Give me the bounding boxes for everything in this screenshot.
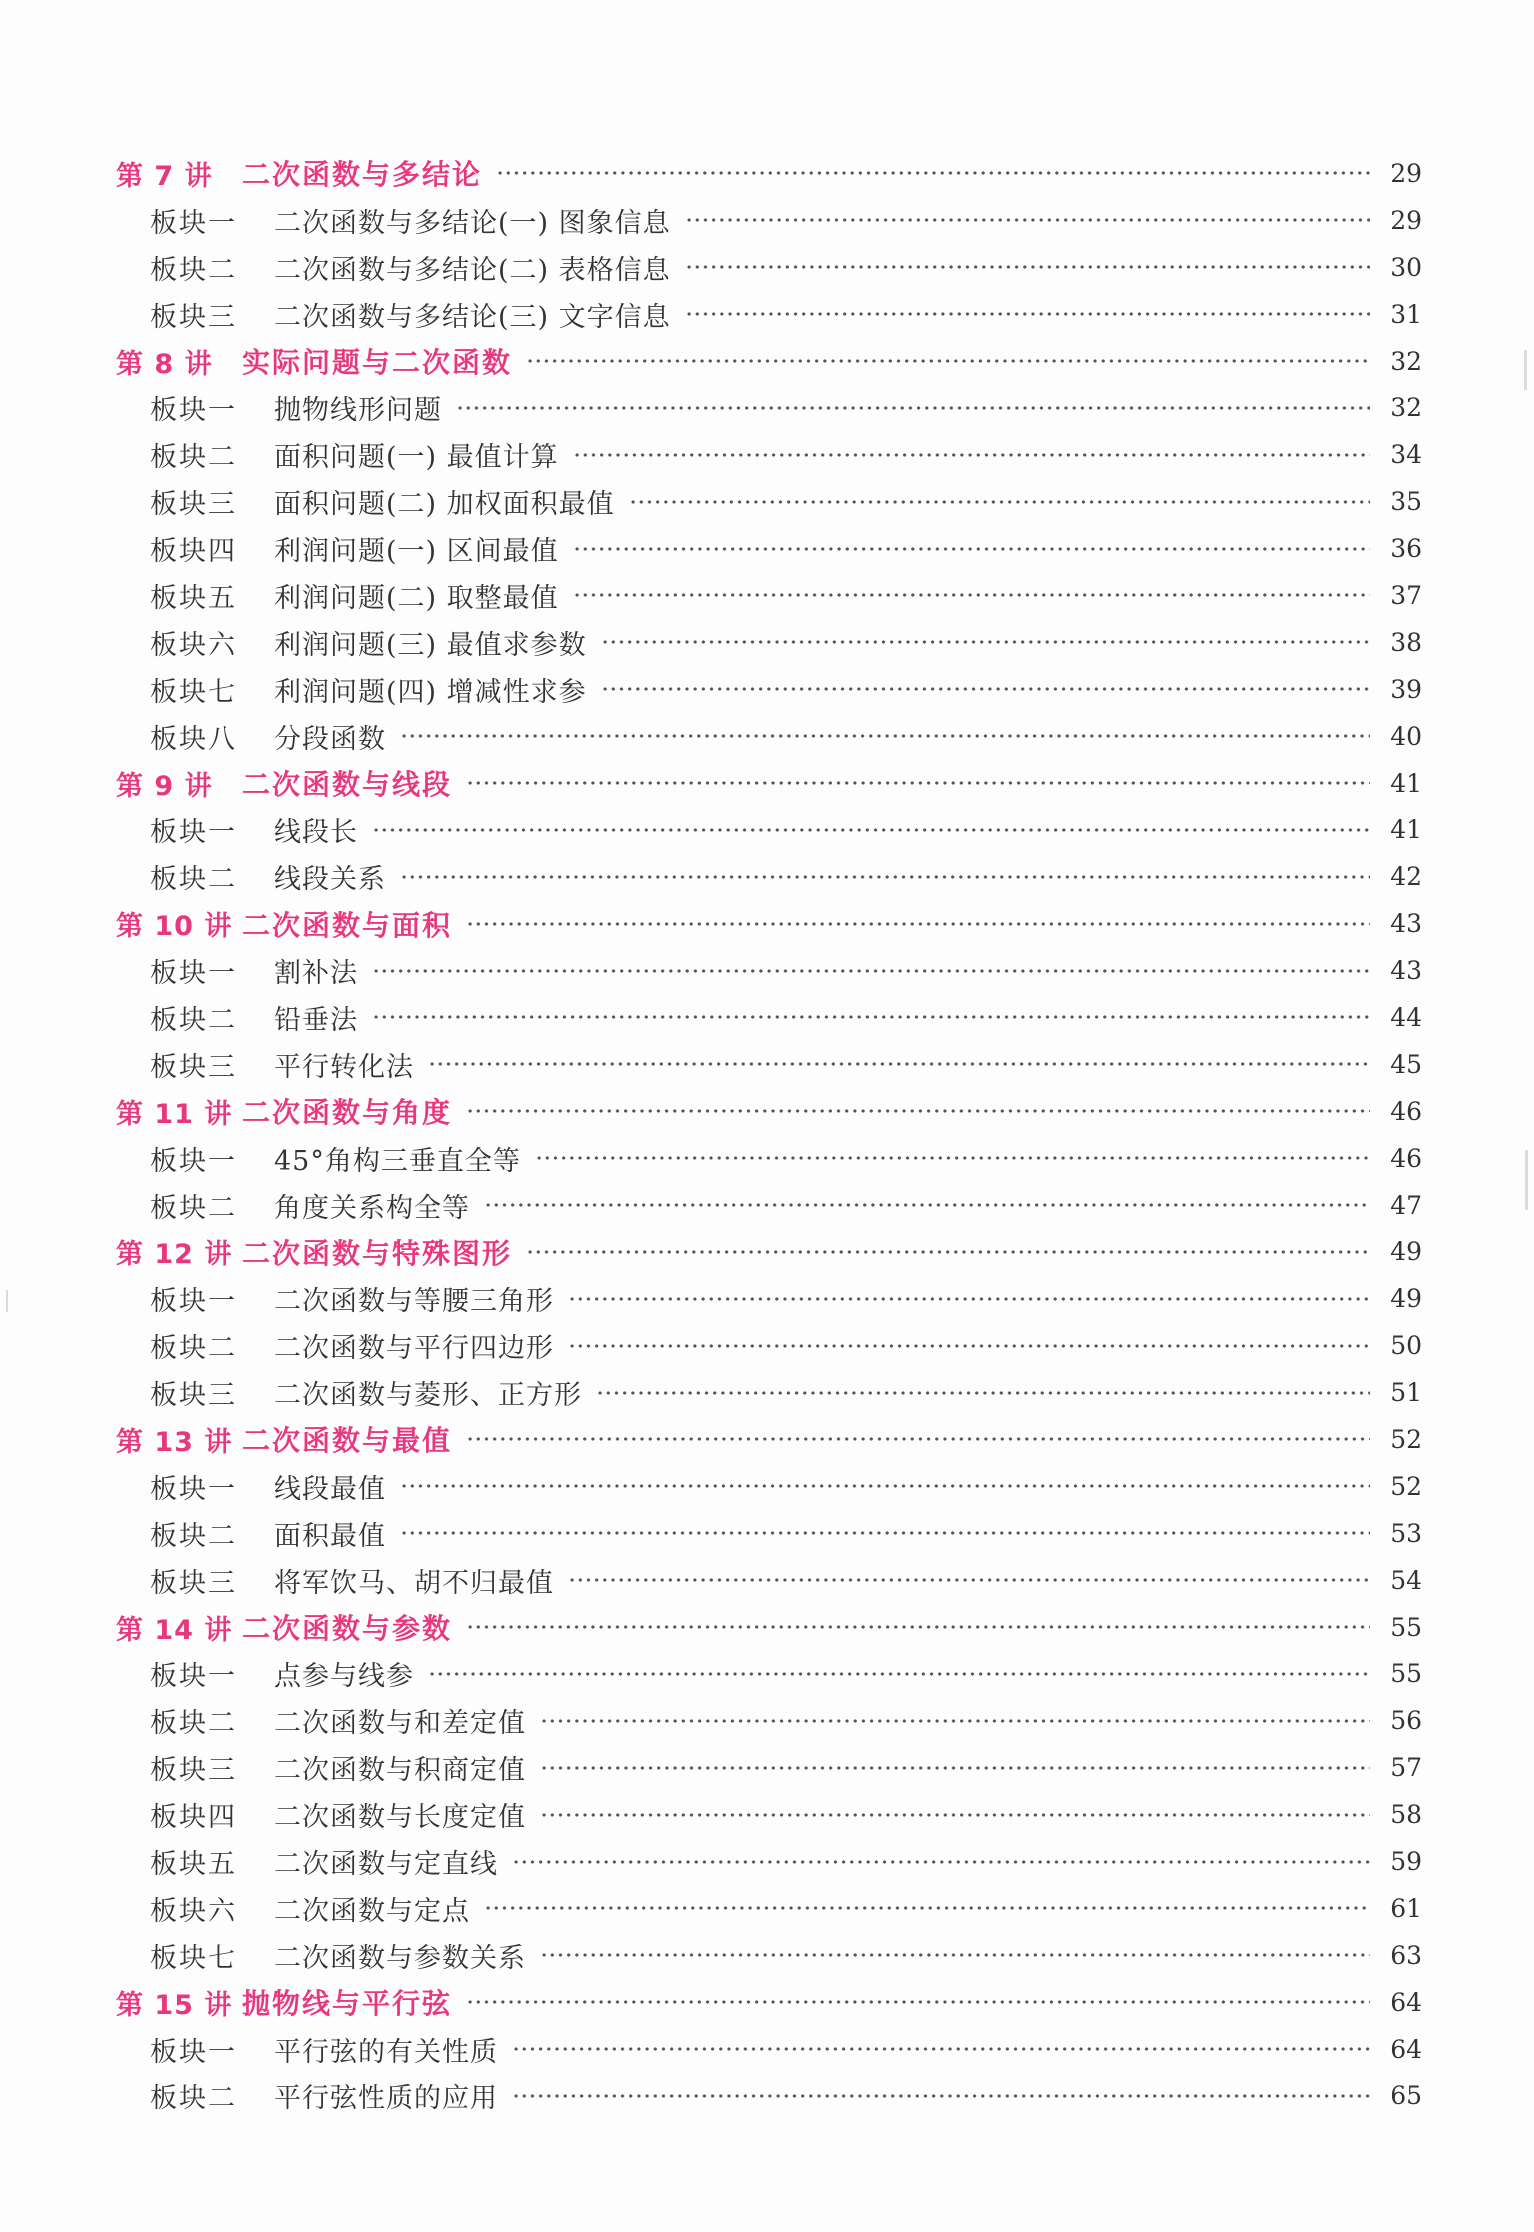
section-title: 铅垂法 (274, 1004, 358, 1036)
section-label: 板块三 (150, 489, 237, 521)
dot-leader (484, 1905, 1370, 1911)
section-title: 利润问题(三) 最值求参数 (274, 629, 587, 661)
section-label: 板块二 (150, 254, 237, 286)
toc-entry-heading (116, 482, 615, 521)
section-label: 板块七 (150, 676, 237, 708)
toc-section-row[interactable] (116, 666, 1422, 713)
toc-entry-heading (116, 1561, 554, 1600)
dot-leader (526, 1249, 1370, 1255)
dot-leader (428, 1061, 1370, 1067)
section-title: 二次函数与多结论(一) 图象信息 (274, 207, 671, 239)
section-title: 面积最值 (274, 1520, 386, 1552)
page-number: 37 (1390, 580, 1422, 610)
chapter-title: 二次函数与最值 (242, 1424, 453, 1458)
scan-artifact (1525, 1150, 1528, 1210)
section-label: 板块三 (150, 1567, 237, 1599)
toc-entry-heading (116, 201, 671, 240)
section-title: 二次函数与积商定值 (274, 1755, 526, 1787)
page-number: 52 (1390, 1471, 1422, 1501)
dot-leader (466, 1999, 1370, 2005)
page-number: 31 (1390, 299, 1422, 329)
page-number: 51 (1390, 1378, 1422, 1408)
page-number: 52 (1390, 1424, 1422, 1454)
section-title: 点参与线参 (274, 1661, 414, 1693)
toc-section-row[interactable] (116, 1463, 1422, 1510)
dot-leader (372, 968, 1370, 974)
section-label: 板块三 (150, 1755, 237, 1787)
section-label: 板块五 (150, 1849, 237, 1880)
dot-leader (601, 686, 1370, 692)
chapter-number: 第 13 讲 (116, 1426, 233, 1458)
page-number: 36 (1390, 534, 1422, 564)
section-label: 板块一 (150, 1661, 237, 1693)
toc-entry-heading (116, 1748, 526, 1787)
dot-leader (573, 592, 1370, 598)
section-title: 二次函数与等腰三角形 (274, 1286, 554, 1318)
section-title: 利润问题(一) 区间最值 (274, 536, 559, 568)
section-title: 分段函数 (274, 723, 386, 755)
toc-section-row[interactable] (116, 1182, 1422, 1229)
toc-section-row[interactable] (116, 244, 1422, 291)
page-number: 57 (1390, 1753, 1422, 1783)
toc-entry-heading (116, 2030, 498, 2069)
page-number: 50 (1390, 1331, 1422, 1361)
dot-leader (601, 639, 1370, 645)
section-label: 板块三 (150, 1380, 237, 1412)
toc-section-row[interactable] (116, 2073, 1422, 2120)
section-title: 利润问题(四) 增减性求参 (274, 676, 587, 708)
section-label: 板块六 (150, 629, 237, 661)
dot-leader (512, 2093, 1370, 2099)
toc-section-row[interactable] (116, 1322, 1422, 1369)
section-label: 板块二 (150, 442, 237, 474)
scan-artifact (1524, 350, 1527, 390)
toc-section-row[interactable] (116, 713, 1422, 760)
page-number: 59 (1390, 1847, 1422, 1876)
toc-entry-heading (116, 435, 559, 474)
toc-section-row[interactable] (116, 2026, 1422, 2073)
page-number: 29 (1390, 205, 1422, 235)
toc-entry-heading (116, 717, 386, 756)
section-title: 将军饮马、胡不归最值 (274, 1567, 554, 1599)
dot-leader (685, 264, 1370, 270)
toc-section-row[interactable] (116, 1651, 1422, 1698)
dot-leader (526, 358, 1370, 364)
page-number: 43 (1390, 956, 1422, 986)
section-title: 二次函数与和差定值 (274, 1708, 526, 1740)
table-of-contents (116, 150, 1422, 2119)
page-number: 58 (1390, 1800, 1422, 1830)
toc-section-row[interactable] (116, 1791, 1422, 1838)
dot-leader (568, 1577, 1370, 1583)
dot-leader (573, 452, 1370, 458)
section-label: 板块二 (150, 1333, 237, 1365)
toc-section-row[interactable] (116, 619, 1422, 666)
toc-entry-heading (116, 670, 587, 709)
section-label: 板块五 (150, 582, 237, 614)
chapter-number: 第 9 讲 (116, 770, 213, 802)
toc-entry-heading (116, 1232, 512, 1272)
section-label: 板块一 (150, 958, 237, 990)
toc-entry-heading (116, 810, 358, 849)
page-number: 54 (1390, 1565, 1422, 1595)
dot-leader (540, 1812, 1370, 1818)
dot-leader (540, 1952, 1370, 1958)
chapter-title: 抛物线与平行弦 (242, 1987, 453, 2021)
section-title: 线段最值 (274, 1473, 386, 1505)
section-label: 板块一 (150, 207, 237, 239)
dot-leader (629, 499, 1370, 505)
toc-entry-heading (116, 341, 512, 381)
page-number: 30 (1390, 252, 1422, 282)
section-title: 抛物线形问题 (274, 395, 442, 427)
section-title: 二次函数与菱形、正方形 (274, 1380, 582, 1412)
dot-leader (400, 1483, 1370, 1489)
page-number: 49 (1390, 1237, 1422, 1267)
page-number: 55 (1390, 1659, 1422, 1689)
section-label: 板块四 (150, 1802, 237, 1834)
toc-section-row[interactable] (116, 478, 1422, 525)
page-number: 45 (1390, 1049, 1422, 1079)
toc-section-row[interactable] (116, 1744, 1422, 1791)
toc-chapter-row[interactable] (116, 1416, 1422, 1463)
section-label: 板块三 (150, 301, 237, 333)
dot-leader (400, 1530, 1370, 1536)
toc-entry-heading (116, 529, 559, 568)
toc-entry-heading (116, 1279, 554, 1318)
toc-section-row[interactable] (116, 291, 1422, 338)
page-number: 39 (1390, 674, 1422, 704)
page-number: 49 (1390, 1284, 1422, 1314)
toc-entry-heading (116, 998, 358, 1037)
chapter-title: 二次函数与线段 (242, 768, 453, 802)
section-title: 利润问题(二) 取整最值 (274, 582, 559, 614)
section-label: 板块一 (150, 2036, 237, 2068)
page-number: 35 (1390, 487, 1422, 517)
dot-leader (568, 1343, 1370, 1349)
page-number: 29 (1390, 158, 1422, 188)
toc-section-row[interactable] (116, 1932, 1422, 1979)
dot-leader (400, 874, 1370, 880)
toc-section-row[interactable] (116, 806, 1422, 853)
dot-leader (512, 1859, 1370, 1865)
toc-entry-heading (116, 248, 671, 287)
dot-leader (466, 1108, 1370, 1114)
section-label: 板块二 (150, 1708, 237, 1740)
page-number: 46 (1390, 1096, 1422, 1126)
chapter-number: 第 7 讲 (116, 160, 213, 192)
section-title: 面积问题(二) 加权面积最值 (274, 489, 615, 521)
chapter-number: 第 11 讲 (116, 1098, 233, 1130)
chapter-title: 二次函数与多结论 (242, 158, 483, 192)
dot-leader (535, 1155, 1370, 1161)
dot-leader (568, 1296, 1370, 1302)
section-title: 二次函数与多结论(二) 表格信息 (274, 254, 671, 286)
section-label: 板块一 (150, 1286, 237, 1318)
toc-section-row[interactable] (116, 1557, 1422, 1604)
toc-entry-heading (116, 623, 587, 662)
toc-chapter-row[interactable] (116, 338, 1422, 385)
chapter-title: 二次函数与特殊图形 (242, 1236, 513, 1270)
section-label: 板块七 (150, 1942, 237, 1974)
page-number: 47 (1390, 1190, 1422, 1220)
dot-leader (540, 1765, 1370, 1771)
toc-section-row[interactable] (116, 1369, 1422, 1416)
toc-section-row[interactable] (116, 994, 1422, 1041)
dot-leader (428, 1671, 1370, 1677)
page-number: 53 (1390, 1518, 1422, 1548)
dot-leader (372, 1014, 1370, 1020)
toc-section-row[interactable] (116, 384, 1422, 431)
toc-section-row[interactable] (116, 197, 1422, 244)
page-number: 64 (1390, 2034, 1422, 2064)
section-label: 板块二 (150, 2083, 237, 2115)
toc-section-row[interactable] (116, 1697, 1422, 1744)
toc-chapter-row[interactable] (116, 1979, 1422, 2026)
page-number: 46 (1390, 1143, 1422, 1173)
section-label: 板块一 (150, 1145, 237, 1177)
toc-entry-heading (116, 1139, 521, 1178)
section-label: 板块二 (150, 1004, 237, 1036)
section-title: 线段关系 (274, 864, 386, 896)
dot-leader (685, 217, 1370, 223)
page-number: 40 (1390, 721, 1422, 751)
toc-entry-heading (116, 1701, 526, 1740)
toc-entry-heading (116, 1842, 498, 1881)
toc-section-row[interactable] (116, 853, 1422, 900)
section-label: 板块四 (150, 536, 237, 568)
dot-leader (466, 780, 1370, 786)
toc-section-row[interactable] (116, 525, 1422, 572)
page-number: 38 (1390, 627, 1422, 657)
section-label: 板块二 (150, 1192, 237, 1224)
chapter-title: 二次函数与面积 (242, 908, 453, 942)
toc-entry-heading (116, 1795, 526, 1834)
section-title: 角度关系构全等 (274, 1192, 470, 1224)
section-title: 割补法 (274, 958, 358, 990)
toc-chapter-row[interactable] (116, 150, 1422, 197)
scan-artifact (6, 1290, 8, 1312)
toc-entry-heading (116, 1889, 470, 1928)
section-title: 二次函数与平行四边形 (274, 1333, 554, 1365)
dot-leader (456, 405, 1370, 411)
dot-leader (400, 733, 1370, 739)
chapter-title: 实际问题与二次函数 (242, 346, 513, 379)
toc-entry-heading (116, 951, 358, 990)
toc-entry-heading (116, 1982, 452, 2022)
page-number: 63 (1390, 1940, 1422, 1970)
toc-section-row[interactable] (116, 1041, 1422, 1088)
page-number: 34 (1390, 440, 1422, 470)
chapter-number: 第 14 讲 (116, 1614, 233, 1646)
toc-entry-heading (116, 1091, 452, 1131)
chapter-number: 第 12 讲 (116, 1239, 233, 1271)
dot-leader (512, 2046, 1370, 2052)
dot-leader (466, 1624, 1370, 1630)
page-number: 32 (1390, 346, 1422, 376)
dot-leader (466, 921, 1370, 927)
section-label: 板块三 (150, 1051, 237, 1083)
chapter-title: 二次函数与角度 (242, 1096, 453, 1130)
chapter-number: 第 15 讲 (116, 1989, 233, 2021)
toc-entry-heading (116, 1514, 386, 1553)
page-number: 43 (1390, 909, 1422, 939)
section-label: 板块一 (150, 1473, 237, 1505)
toc-entry-heading (116, 388, 442, 427)
section-title: 二次函数与定直线 (274, 1849, 498, 1880)
dot-leader (496, 170, 1370, 176)
toc-entry-heading (116, 1326, 554, 1365)
dot-leader (484, 1202, 1370, 1208)
chapter-number: 第 10 讲 (116, 911, 233, 943)
dot-leader (685, 311, 1370, 317)
page-number: 42 (1390, 862, 1422, 892)
page-number: 41 (1390, 768, 1422, 798)
section-label: 板块一 (150, 817, 237, 849)
toc-section-row[interactable] (116, 431, 1422, 478)
section-label: 板块二 (150, 1520, 237, 1552)
toc-chapter-row[interactable] (116, 1088, 1422, 1135)
page-number: 65 (1390, 2081, 1422, 2111)
section-title: 面积问题(一) 最值计算 (274, 442, 559, 474)
section-label: 板块六 (150, 1895, 237, 1927)
chapter-number: 第 8 讲 (116, 348, 213, 380)
toc-chapter-row[interactable] (116, 1228, 1422, 1275)
toc-section-row[interactable] (116, 947, 1422, 994)
toc-chapter-row[interactable] (116, 900, 1422, 947)
page-number: 32 (1390, 393, 1422, 423)
page-number: 61 (1390, 1893, 1422, 1923)
toc-entry-heading (116, 295, 671, 334)
section-label: 板块八 (150, 723, 237, 755)
page-number: 55 (1390, 1612, 1422, 1642)
toc-section-row[interactable] (116, 1135, 1422, 1182)
page-number: 44 (1390, 1002, 1422, 1032)
dot-leader (540, 1718, 1370, 1724)
toc-entry-heading (116, 1936, 526, 1975)
toc-entry-heading (116, 1654, 414, 1693)
toc-entry-heading (116, 1045, 414, 1084)
dot-leader (466, 1436, 1370, 1442)
toc-section-row[interactable] (116, 1275, 1422, 1322)
toc-chapter-row[interactable] (116, 760, 1422, 807)
section-title: 二次函数与长度定值 (274, 1802, 526, 1834)
section-label: 板块一 (150, 395, 237, 427)
dot-leader (372, 827, 1370, 833)
toc-entry-heading (116, 153, 482, 193)
toc-chapter-row[interactable] (116, 1604, 1422, 1651)
section-title: 二次函数与多结论(三) 文字信息 (274, 301, 671, 333)
section-title: 平行弦的有关性质 (274, 2036, 498, 2068)
toc-entry-heading (116, 1373, 582, 1412)
toc-entry-heading (116, 857, 386, 896)
toc-entry-heading (116, 1419, 452, 1459)
toc-entry-heading (116, 2076, 498, 2115)
section-title: 平行弦性质的应用 (274, 2083, 498, 2115)
toc-section-row[interactable] (116, 1510, 1422, 1557)
section-title: 平行转化法 (274, 1051, 414, 1083)
page-number: 64 (1390, 1987, 1422, 2017)
toc-section-row[interactable] (116, 1885, 1422, 1932)
chapter-title: 二次函数与参数 (242, 1612, 453, 1646)
page-number: 41 (1390, 815, 1422, 845)
dot-leader (573, 546, 1370, 552)
dot-leader (596, 1390, 1370, 1396)
section-title: 线段长 (274, 817, 358, 849)
toc-entry-heading (116, 904, 452, 944)
toc-section-row[interactable] (116, 572, 1422, 619)
toc-section-row[interactable] (116, 1838, 1422, 1885)
section-label: 板块二 (150, 864, 237, 896)
toc-entry-heading (116, 1467, 386, 1506)
page-number: 56 (1390, 1706, 1422, 1736)
section-title: 45°角构三垂直全等 (274, 1145, 521, 1177)
toc-entry-heading (116, 1607, 452, 1647)
toc-entry-heading (116, 1186, 470, 1225)
section-title: 二次函数与定点 (274, 1895, 470, 1927)
section-title: 二次函数与参数关系 (274, 1942, 526, 1974)
toc-entry-heading (116, 763, 452, 803)
toc-entry-heading (116, 576, 559, 615)
